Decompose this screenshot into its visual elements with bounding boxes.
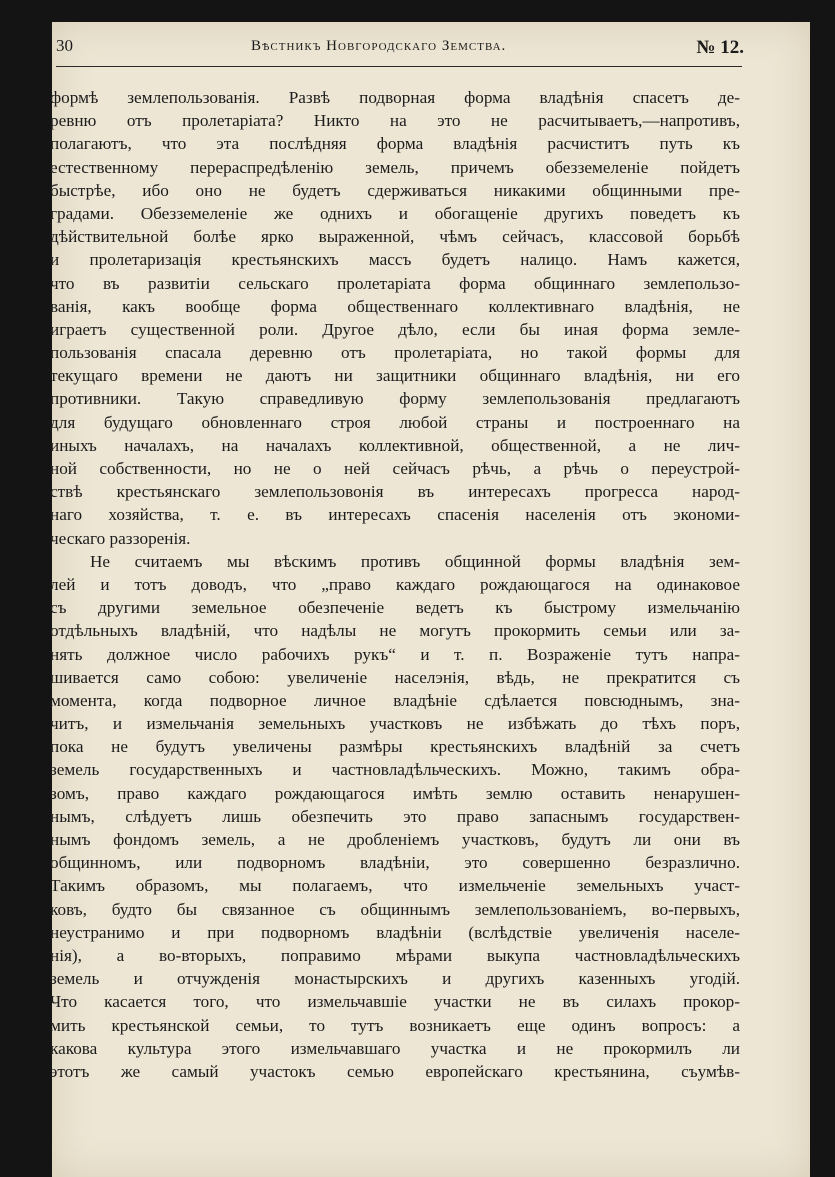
paragraph-start-line: Не считаемъ мы вѣскимъ противъ общинной формы владѣнія зем- <box>90 551 740 571</box>
text-line: для будущаго обновленнаго строя любой страны и построеннаго на <box>50 412 740 432</box>
text-line: текущаго времени не даютъ ни защитники общиннаго владѣнія, ни его <box>50 366 740 386</box>
text-line: дѣйствительной болѣе ярко выраженной, чѣмъ сейчасъ, классовой борьбѣ <box>50 227 740 247</box>
text-line: нія), а во-вторыхъ, поправимо мѣрами выкупа частновладѣльческихъ <box>50 945 740 965</box>
text-line: противники. Такую справедливую форму землепользованія предлагаютъ <box>50 389 740 409</box>
text-line: играетъ существенной роли. Другое дѣло, если бы иная форма земле- <box>50 319 740 339</box>
text-line: мить крестьянской семьи, то тутъ возникаетъ еще одинъ вопросъ: а <box>50 1015 740 1035</box>
text-line: пользованія спасала деревню отъ пролетаріата, но такой формы для <box>50 343 740 363</box>
text-line: формѣ землепользованія. Развѣ подворная форма владѣнія спасетъ де- <box>50 88 740 107</box>
text-line: шивается само собою: увеличеніе населэнія, вѣдь, не прекратится съ <box>50 667 740 687</box>
text-line: какова культура этого измельчавшаго участка и не прокормилъ ли <box>50 1038 740 1058</box>
text-line: ствѣ крестьянскаго землепользовонія въ интересахъ прогресса народ- <box>50 482 740 502</box>
text-line: полагаютъ, что эта послѣдняя форма владѣнія расчиститъ путь къ <box>50 134 740 154</box>
text-line: Такимъ образомъ, мы полагаемъ, что измельченіе земельныхъ участ- <box>50 876 740 896</box>
text-line: ревню отъ пролетаріата? Никто на это не расчитываетъ,—напротивъ, <box>50 111 740 131</box>
text-line: естественному перераспредѣленію земель, причемъ обезземеленіе пойдетъ <box>50 157 740 177</box>
text-line: съ другими земельное обезпеченіе ведетъ къ быстрому измельчанію <box>50 598 740 618</box>
text-line: градами. Обезземеленіе же однихъ и обогащеніе другихъ поведетъ къ <box>50 203 740 223</box>
text-line: Что касается того, что измельчавшіе участки не въ силахъ прокор- <box>50 992 740 1012</box>
article-body <box>50 86 740 1083</box>
text-line: и пролетаризація крестьянскихъ массъ будетъ налицо. Намъ кажется, <box>50 250 740 270</box>
text-line: быстрѣе, ибо оно не будетъ сдерживаться никакими общинными пре- <box>50 180 740 200</box>
text-line: пока не будутъ увеличены размѣры крестьянскихъ владѣній за счетъ <box>50 737 740 757</box>
issue-number: № 12. <box>696 37 744 58</box>
text-line: наго хозяйства, т. е. въ интересахъ спасенія населенія отъ экономи- <box>50 505 740 525</box>
text-line: земель государственныхъ и частновладѣльческихъ. Можно, такимъ обра- <box>50 760 740 780</box>
page-header <box>56 36 742 67</box>
text-line: нымъ, слѣдуетъ лишь обезпечить это право запаснымъ государствен- <box>50 806 740 826</box>
text-line: ковъ, будто бы связанное съ общиннымъ землепользованіемъ, во-первыхъ, <box>50 899 740 919</box>
text-line: этотъ же самый участокъ семью европейскаго крестьянина, съумѣв- <box>50 1061 740 1081</box>
text-line: неустранимо и при подворномъ владѣніи (вслѣдствіе увеличенія населе- <box>50 922 740 942</box>
journal-title: Вѣстникъ Новгородскаго Земства. <box>251 38 507 54</box>
text-line: нымъ фондомъ земель, а не дробленіемъ участковъ, будутъ ли они въ <box>50 830 740 849</box>
text-line: ной собственности, но не о ней сейчасъ рѣчь, а рѣчь о переустрой- <box>50 459 740 478</box>
text-line: лей и тотъ доводъ, что „право каждаго рождающагося на одинаковое <box>50 574 740 594</box>
text-line: зомъ, право каждаго рождающагося имѣть землю оставить ненарушен- <box>50 783 740 803</box>
text-line: ванія, какъ вообще форма общественнаго коллективнаго владѣнія, не <box>50 296 740 316</box>
text-line: общинномъ, или подворномъ владѣніи, это совершенно безразлично. <box>50 853 740 873</box>
text-line: иныхъ началахъ, на началахъ коллективной, общественной, а не лич- <box>50 435 740 455</box>
text-line: земель и отчужденія монастырскихъ и другихъ казенныхъ угодій. <box>50 969 740 989</box>
paragraph-end-line: ческаго раззоренія. <box>50 528 191 548</box>
text-line: нять должное число рабочихъ рукъ“ и т. п. Возраженіе тутъ напра- <box>50 644 740 664</box>
text-line: читъ, и измельчанія земельныхъ участковъ не избѣжать до тѣхъ поръ, <box>50 714 740 734</box>
page-number: 30 <box>56 36 73 55</box>
text-line: момента, когда подворное личное владѣніе сдѣлается повсюднымъ, зна- <box>50 690 740 710</box>
text-line: отдѣльныхъ владѣній, что надѣлы не могутъ прокормить семьи или за- <box>50 621 740 641</box>
text-line: что въ развитіи сельскаго пролетаріата форма общиннаго землепользо- <box>50 273 740 293</box>
